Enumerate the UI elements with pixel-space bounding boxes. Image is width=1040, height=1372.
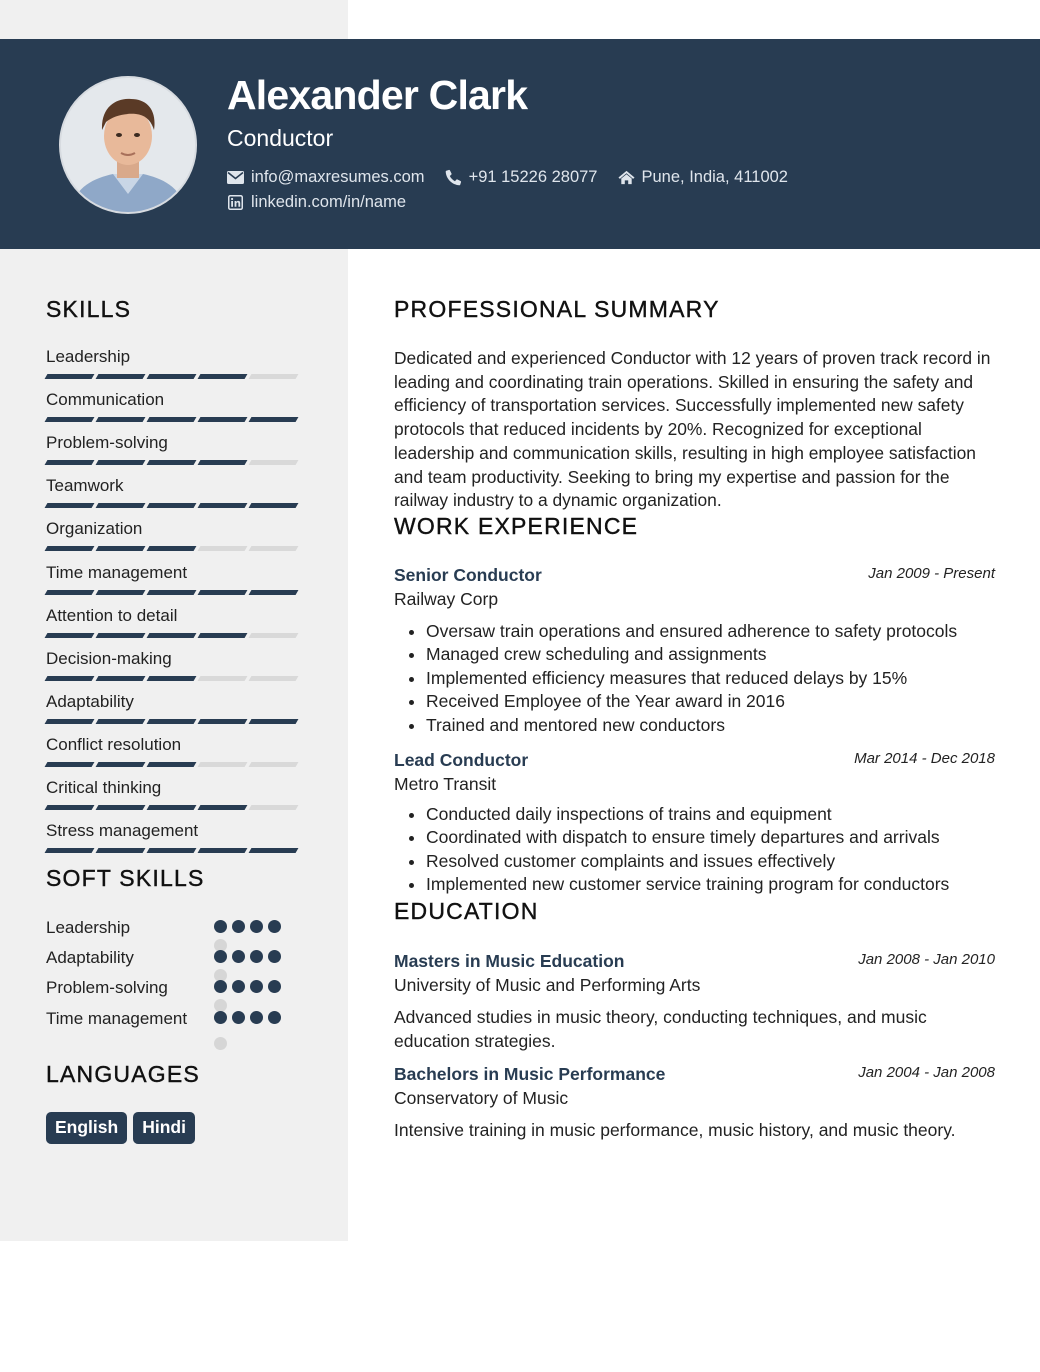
skill-level-segment bbox=[96, 374, 146, 379]
skill-item bbox=[46, 778, 302, 810]
skill-level-segment bbox=[45, 546, 95, 551]
soft-skill-item bbox=[46, 1007, 296, 1030]
languages-list bbox=[46, 1112, 201, 1144]
phone-text: +91 15226 28077 bbox=[468, 168, 598, 186]
skill-item bbox=[46, 692, 302, 724]
skill-level-bar bbox=[46, 503, 302, 508]
skill-level-segment bbox=[96, 460, 146, 465]
skill-level-segment bbox=[96, 590, 146, 595]
resume-header bbox=[0, 39, 1040, 249]
skill-level-segment bbox=[249, 848, 299, 853]
job-bullet: • Trained and mentored new conductors bbox=[426, 714, 995, 737]
school-name: University of Music and Performing Arts bbox=[394, 975, 701, 995]
skill-level-segment bbox=[249, 546, 299, 551]
job-entry bbox=[394, 750, 995, 897]
soft-skill-item bbox=[46, 946, 296, 969]
skill-level-bar bbox=[46, 848, 302, 853]
job-company: Railway Corp bbox=[394, 589, 499, 609]
rating-dot bbox=[214, 1037, 227, 1050]
soft-skill-label: Time management bbox=[46, 1009, 188, 1028]
job-bullets bbox=[394, 803, 995, 897]
skill-level-segment bbox=[96, 633, 146, 638]
job-title: Lead Conductor bbox=[394, 750, 529, 770]
summary-heading: PROFESSIONAL SUMMARY bbox=[394, 296, 720, 322]
skill-level-bar bbox=[46, 805, 302, 810]
skill-level-segment bbox=[147, 719, 197, 724]
education-entry bbox=[394, 951, 995, 1053]
skill-level-segment bbox=[96, 805, 146, 810]
skill-level-segment bbox=[147, 633, 197, 638]
rating-dot bbox=[232, 1011, 245, 1024]
rating-dot bbox=[250, 980, 263, 993]
skill-level-segment bbox=[147, 805, 197, 810]
rating-dot bbox=[232, 980, 245, 993]
email-text: info@maxresumes.com bbox=[251, 168, 425, 186]
soft-skill-label: Leadership bbox=[46, 918, 131, 937]
skill-label: Adaptability bbox=[46, 691, 134, 711]
candidate-title: Conductor bbox=[227, 125, 334, 151]
skill-level-segment bbox=[45, 590, 95, 595]
contact-linkedin[interactable] bbox=[227, 193, 406, 212]
skill-level-segment bbox=[249, 762, 299, 767]
soft-skill-item bbox=[46, 976, 296, 999]
skill-level-segment bbox=[249, 417, 299, 422]
skill-level-segment bbox=[96, 676, 146, 681]
rating-dot bbox=[250, 950, 263, 963]
summary-text: Dedicated and experienced Conductor with 12 years of proven track record in leading and coordinating train operations. Skilled in ensuring the safety and efficiency of transportation services. Successfully implemented new safety protocols that reduced incidents by 20%. Recognized for exceptional leadership and communication skills, resulting in high employee satisfaction and team productivity. Seeking to bring my expertise and passion for the railway industry to a dynamic organization. bbox=[394, 348, 991, 511]
skill-level-bar bbox=[46, 590, 302, 595]
skill-label: Conflict resolution bbox=[46, 734, 182, 754]
skill-level-segment bbox=[45, 676, 95, 681]
envelope-icon bbox=[227, 169, 244, 186]
rating-dot bbox=[268, 980, 281, 993]
skill-level-segment bbox=[249, 590, 299, 595]
skill-level-segment bbox=[198, 676, 248, 681]
skill-label: Communication bbox=[46, 390, 165, 410]
skill-level-segment bbox=[147, 676, 197, 681]
skill-level-segment bbox=[198, 546, 248, 551]
skill-item bbox=[46, 563, 302, 595]
rating-dot bbox=[232, 950, 245, 963]
soft-skill-rating bbox=[214, 920, 294, 936]
skill-level-bar bbox=[46, 546, 302, 551]
job-company: Metro Transit bbox=[394, 774, 497, 794]
education-heading: EDUCATION bbox=[394, 898, 539, 924]
skill-level-segment bbox=[147, 460, 197, 465]
rating-dot bbox=[214, 980, 227, 993]
skill-level-segment bbox=[45, 633, 95, 638]
skill-level-bar bbox=[46, 633, 302, 638]
skill-level-segment bbox=[45, 503, 95, 508]
skill-level-segment bbox=[147, 503, 197, 508]
job-bullets bbox=[394, 620, 995, 737]
soft-skill-label: Problem-solving bbox=[46, 978, 168, 997]
skill-level-segment bbox=[249, 719, 299, 724]
skill-item bbox=[46, 606, 302, 638]
rating-dot bbox=[214, 950, 227, 963]
linkedin-icon bbox=[227, 194, 244, 211]
education-date: Jan 2008 - Jan 2010 bbox=[858, 951, 995, 968]
skill-item bbox=[46, 476, 302, 508]
school-name: Conservatory of Music bbox=[394, 1088, 569, 1108]
skill-level-segment bbox=[249, 374, 299, 379]
candidate-name: Alexander Clark bbox=[227, 72, 528, 118]
rating-dot bbox=[232, 920, 245, 933]
skill-level-segment bbox=[45, 417, 95, 422]
rating-dot bbox=[250, 920, 263, 933]
skill-item bbox=[46, 735, 302, 767]
soft-skill-label: Adaptability bbox=[46, 948, 134, 967]
skill-level-segment bbox=[249, 633, 299, 638]
skill-level-segment bbox=[249, 460, 299, 465]
language-tag: English bbox=[46, 1112, 127, 1144]
skill-level-segment bbox=[198, 374, 248, 379]
skill-level-segment bbox=[96, 762, 146, 767]
skill-level-segment bbox=[96, 848, 146, 853]
skill-level-segment bbox=[198, 590, 248, 595]
job-entry bbox=[394, 565, 995, 737]
job-bullet: • Managed crew scheduling and assignments bbox=[426, 643, 995, 666]
soft-skill-rating bbox=[214, 1011, 294, 1027]
job-bullet: • Resolved customer complaints and issues effectively bbox=[426, 850, 995, 873]
skill-item bbox=[46, 433, 302, 465]
contact-row bbox=[227, 168, 808, 187]
job-bullet: • Implemented efficiency measures that reduced delays by 15% bbox=[426, 667, 995, 690]
skill-level-segment bbox=[96, 417, 146, 422]
skill-level-segment bbox=[198, 762, 248, 767]
skill-level-segment bbox=[96, 503, 146, 508]
job-bullet: • Implemented new customer service training program for conductors bbox=[426, 873, 995, 896]
job-bullet: • Received Employee of the Year award in 2016 bbox=[426, 690, 995, 713]
skill-level-segment bbox=[147, 590, 197, 595]
skill-level-segment bbox=[198, 805, 248, 810]
experience-heading: WORK EXPERIENCE bbox=[394, 513, 639, 539]
skill-level-segment bbox=[147, 417, 197, 422]
skill-level-segment bbox=[45, 719, 95, 724]
skill-level-segment bbox=[96, 546, 146, 551]
skill-level-segment bbox=[45, 762, 95, 767]
skill-label: Teamwork bbox=[46, 476, 124, 496]
education-entry bbox=[394, 1064, 995, 1142]
skills-heading: SKILLS bbox=[46, 296, 132, 322]
skill-level-segment bbox=[45, 848, 95, 853]
degree-title: Masters in Music Education bbox=[394, 951, 625, 971]
phone-icon bbox=[445, 169, 462, 186]
home-icon bbox=[618, 169, 635, 186]
rating-dot bbox=[268, 920, 281, 933]
skill-level-segment bbox=[198, 848, 248, 853]
contact-row-linkedin bbox=[227, 193, 426, 212]
skill-item bbox=[46, 821, 302, 853]
skill-level-segment bbox=[147, 546, 197, 551]
skill-level-segment bbox=[147, 762, 197, 767]
job-bullet: • Coordinated with dispatch to ensure timely departures and arrivals bbox=[426, 826, 995, 849]
job-date: Mar 2014 - Dec 2018 bbox=[854, 750, 995, 767]
skill-level-segment bbox=[198, 460, 248, 465]
soft-skills-heading: SOFT SKILLS bbox=[46, 865, 205, 891]
skill-label: Leadership bbox=[46, 347, 131, 366]
degree-title: Bachelors in Music Performance bbox=[394, 1064, 666, 1084]
linkedin-text: linkedin.com/in/name bbox=[251, 193, 406, 211]
skill-label: Problem-solving bbox=[46, 433, 168, 453]
skill-level-segment bbox=[96, 719, 146, 724]
job-title: Senior Conductor bbox=[394, 565, 542, 585]
contact-location bbox=[618, 168, 789, 187]
job-date: Jan 2009 - Present bbox=[868, 565, 995, 582]
skill-label: Stress management bbox=[46, 821, 199, 841]
skill-label: Decision-making bbox=[46, 648, 172, 668]
skill-level-segment bbox=[249, 805, 299, 810]
skill-level-segment bbox=[147, 848, 197, 853]
job-bullet: • Conducted daily inspections of trains and equipment bbox=[426, 803, 995, 826]
skill-level-segment bbox=[249, 676, 299, 681]
skill-level-bar bbox=[46, 374, 302, 379]
skill-level-segment bbox=[45, 460, 95, 465]
rating-dot bbox=[214, 1011, 227, 1024]
skill-item bbox=[46, 347, 302, 379]
rating-dot bbox=[268, 1011, 281, 1024]
skill-level-bar bbox=[46, 417, 302, 422]
skill-level-segment bbox=[198, 503, 248, 508]
skill-item bbox=[46, 649, 302, 681]
skill-level-bar bbox=[46, 676, 302, 681]
soft-skill-item bbox=[46, 916, 296, 939]
avatar bbox=[59, 76, 197, 214]
skill-level-segment bbox=[249, 503, 299, 508]
skill-level-segment bbox=[198, 719, 248, 724]
language-tag: Hindi bbox=[133, 1112, 195, 1144]
contact-phone[interactable] bbox=[445, 168, 598, 187]
location-text: Pune, India, 411002 bbox=[641, 168, 788, 186]
skill-level-segment bbox=[198, 417, 248, 422]
skill-level-bar bbox=[46, 762, 302, 767]
skill-label: Organization bbox=[46, 519, 143, 539]
rating-dot bbox=[268, 950, 281, 963]
soft-skill-rating bbox=[214, 950, 294, 966]
education-description: Advanced studies in music theory, conducting techniques, and music education strategies. bbox=[394, 1007, 927, 1051]
skill-item bbox=[46, 390, 302, 422]
skill-item bbox=[46, 519, 302, 551]
contact-email[interactable] bbox=[227, 168, 425, 187]
languages-heading: LANGUAGES bbox=[46, 1061, 200, 1087]
skill-label: Time management bbox=[46, 562, 188, 582]
skill-level-segment bbox=[45, 374, 95, 379]
skill-level-bar bbox=[46, 460, 302, 465]
education-date: Jan 2004 - Jan 2008 bbox=[858, 1064, 995, 1081]
job-bullet: • Oversaw train operations and ensured adherence to safety protocols bbox=[426, 620, 995, 643]
skill-level-bar bbox=[46, 719, 302, 724]
skill-level-segment bbox=[45, 805, 95, 810]
rating-dot bbox=[250, 1011, 263, 1024]
education-description: Intensive training in music performance, music history, and music theory. bbox=[394, 1120, 956, 1140]
skill-label: Attention to detail bbox=[46, 605, 178, 625]
skill-level-segment bbox=[147, 374, 197, 379]
rating-dot bbox=[214, 920, 227, 933]
skill-level-segment bbox=[198, 633, 248, 638]
skill-label: Critical thinking bbox=[46, 778, 162, 797]
soft-skill-rating bbox=[214, 980, 294, 996]
